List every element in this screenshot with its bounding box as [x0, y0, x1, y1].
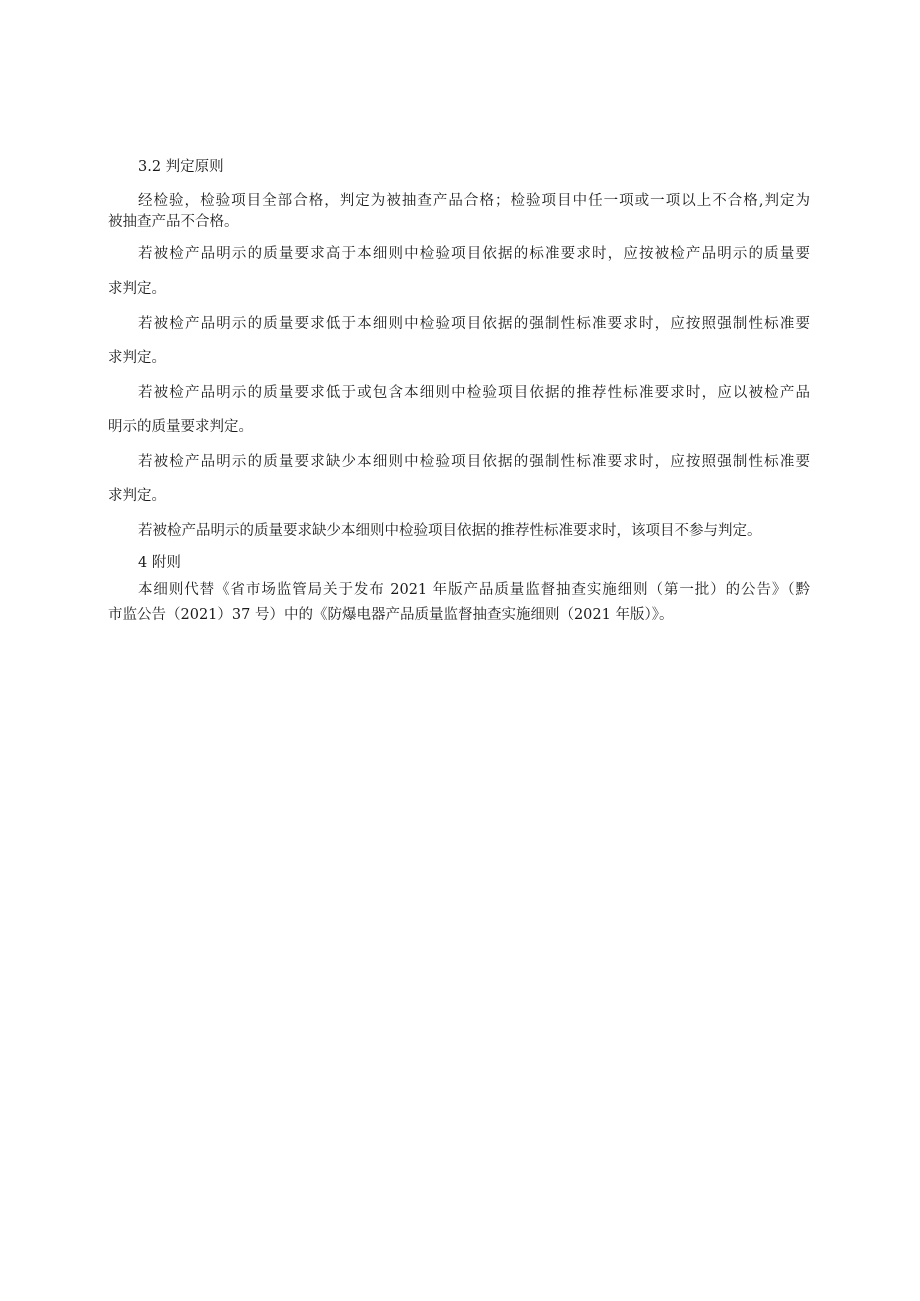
paragraph-4-line-2: 明示的质量要求判定。 — [108, 419, 253, 435]
paragraph-1-line-2: 被抽查产品不合格。 — [108, 214, 239, 230]
paragraph-6-line-1: 若被检产品明示的质量要求缺少本细则中检验项目依据的推荐性标准要求时，该项目不参与判定。 — [138, 523, 762, 539]
paragraph-2-line-1: 若被检产品明示的质量要求高于本细则中检验项目依据的标准要求时，应按被检产品明示的质量要 — [138, 246, 810, 262]
section-heading-3-2: 3.2 判定原则 — [138, 159, 224, 175]
paragraph-5-line-2: 求判定。 — [108, 488, 166, 504]
section-heading-4: 4 附则 — [138, 555, 181, 571]
paragraph-7-line-1: 本细则代替《省市场监管局关于发布 2021 年版产品质量监督抽查实施细则（第一批）的公告》（黔 — [138, 582, 810, 598]
paragraph-3-line-2: 求判定。 — [108, 350, 166, 366]
paragraph-1-line-1: 经检验，检验项目全部合格，判定为被抽查产品合格；检验项目中任一项或一项以上不合格,判定为 — [138, 193, 810, 209]
paragraph-7-line-2: 市监公告（2021）37 号）中的《防爆电器产品质量监督抽查实施细则（2021 年版）》。 — [108, 607, 674, 623]
paragraph-4-line-1: 若被检产品明示的质量要求低于或包含本细则中检验项目依据的推荐性标准要求时，应以被检产品 — [138, 385, 810, 401]
paragraph-5-line-1: 若被检产品明示的质量要求缺少本细则中检验项目依据的强制性标准要求时，应按照强制性标准要 — [138, 454, 810, 470]
paragraph-2-line-2: 求判定。 — [108, 281, 166, 297]
paragraph-3-line-1: 若被检产品明示的质量要求低于本细则中检验项目依据的强制性标准要求时，应按照强制性标准要 — [138, 316, 810, 332]
